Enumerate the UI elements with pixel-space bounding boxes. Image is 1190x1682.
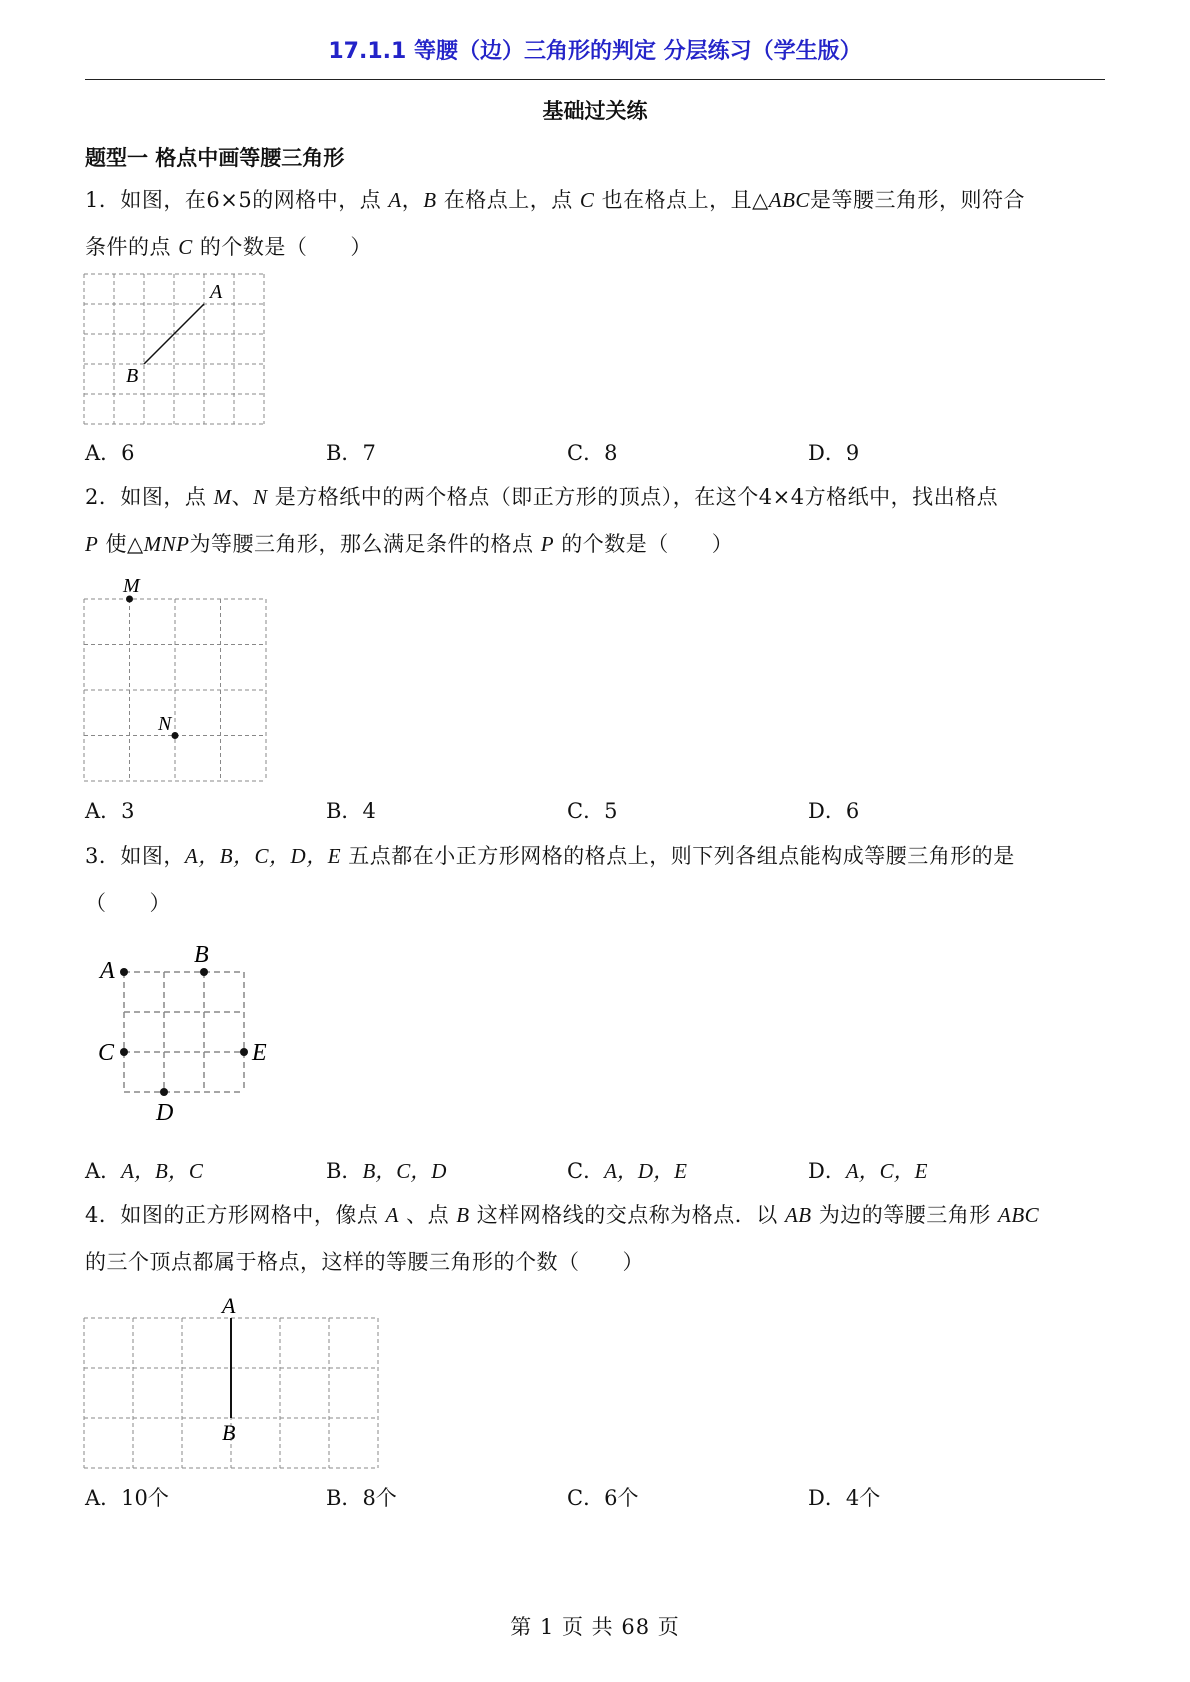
option-b[interactable]: B．8个 [326, 1486, 397, 1510]
point-d-label: D [156, 1100, 174, 1125]
question-1-options [85, 437, 1107, 467]
question-4-line-1: 4．如图的正方形网格中，像点 A 、点 B 这样网格线的交点称为格点．以 AB 为边的等腰三角形 ABC [85, 1203, 1040, 1227]
page-footer: 第 1 页 共 68 页 [510, 1615, 680, 1639]
option-c[interactable]: C．5 [567, 799, 618, 823]
question-3-line-2: （ ） [85, 891, 171, 915]
option-d[interactable]: D．6 [808, 799, 860, 823]
option-b[interactable]: B．7 [326, 441, 376, 465]
question-4-options [85, 1482, 1107, 1512]
point-n [172, 732, 179, 739]
question-4-grid-figure [80, 1292, 380, 1472]
question-1-grid-figure [80, 268, 280, 428]
question-2-line-1: 2．如图，点 M、N 是方格纸中的两个格点（即正方形的顶点），在这个4×4方格纸中，找出格点 [85, 485, 999, 509]
question-4-text [85, 1192, 1107, 1286]
option-b[interactable]: B．B，C，D [326, 1159, 447, 1183]
option-d[interactable]: D．A，C，E [808, 1159, 928, 1183]
question-1-line-1: 1．如图，在6×5的网格中，点 A，B 在格点上，点 C 也在格点上，且△ABC是等腰三角形，则符合 [85, 188, 1025, 212]
point-b-label: B [222, 1420, 236, 1445]
point-c-label: C [98, 1040, 115, 1066]
option-a[interactable]: A．A，B，C [85, 1159, 203, 1183]
question-2-line-2: P 使△MNP为等腰三角形，那么满足条件的格点 P 的个数是（ ） [85, 532, 734, 556]
header-rule [85, 79, 1105, 80]
option-d[interactable]: D．4个 [808, 1486, 881, 1510]
question-3-text [85, 833, 1107, 927]
option-a[interactable]: A．10个 [85, 1486, 169, 1510]
question-2-grid-figure [80, 573, 280, 788]
question-3-grid-figure [90, 940, 290, 1125]
question-4-line-2: 的三个顶点都属于格点，这样的等腰三角形的个数（ ） [85, 1250, 644, 1274]
point-b-label: B [194, 942, 209, 968]
point-m-label: M [123, 575, 140, 597]
document-title: 17.1.1 等腰（边）三角形的判定 分层练习（学生版） [328, 39, 862, 64]
point-d [160, 1088, 168, 1096]
option-d[interactable]: D．9 [808, 441, 860, 465]
option-c[interactable]: C．A，D，E [567, 1159, 687, 1183]
point-e-label: E [252, 1040, 267, 1066]
point-b [200, 968, 208, 976]
question-3-options [85, 1155, 1107, 1185]
point-a [120, 968, 128, 976]
section-title: 基础过关练 [542, 99, 648, 123]
point-b-label: B [126, 365, 139, 387]
question-1-line-2: 条件的点 C 的个数是（ ） [85, 235, 372, 259]
point-a-label: A [100, 958, 115, 984]
option-c[interactable]: C．6个 [567, 1486, 639, 1510]
option-b[interactable]: B．4 [326, 799, 376, 823]
option-a[interactable]: A．6 [85, 441, 135, 465]
point-e [240, 1048, 248, 1056]
point-a-label: A [222, 1293, 236, 1318]
point-a-label: A [210, 281, 223, 303]
point-n-label: N [158, 713, 172, 735]
point-c [120, 1048, 128, 1056]
option-c[interactable]: C．8 [567, 441, 618, 465]
question-1-text [85, 177, 1107, 271]
question-2-options [85, 795, 1107, 825]
question-type-title: 题型一 格点中画等腰三角形 [85, 146, 345, 170]
question-3-line-1: 3．如图，A，B，C，D，E 五点都在小正方形网格的格点上，则下列各组点能构成等腰三角形的是 [85, 844, 1015, 868]
option-a[interactable]: A．3 [85, 799, 135, 823]
question-2-text [85, 474, 1107, 568]
